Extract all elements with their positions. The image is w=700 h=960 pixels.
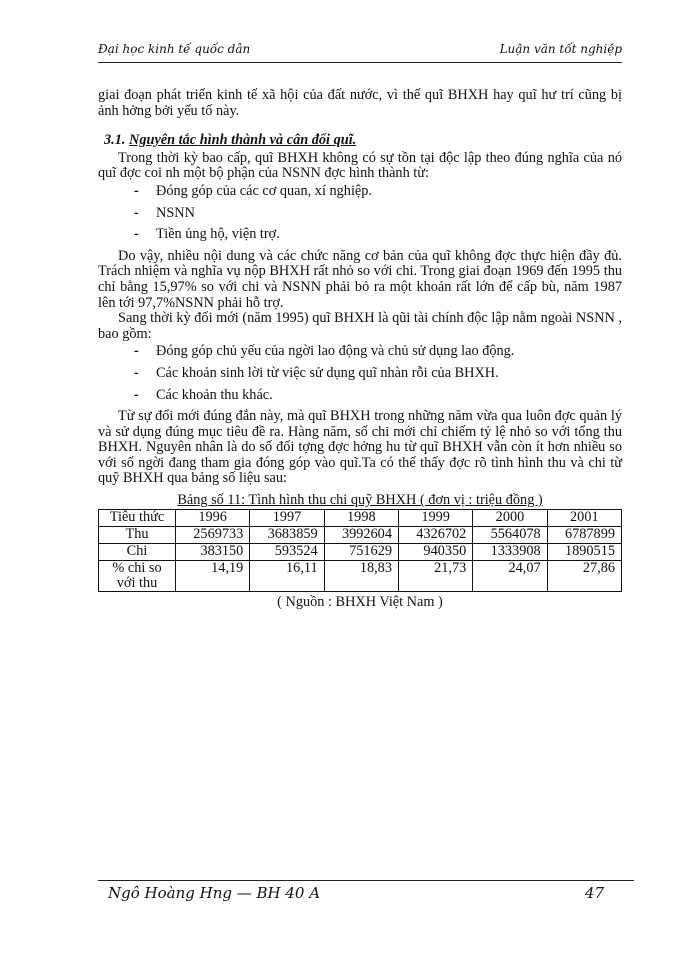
header-thesis-label: Luận văn tốt nghiệp xyxy=(499,42,622,56)
column-header: 2001 xyxy=(547,509,621,526)
paragraph-1: Trong thời kỳ bao cấp, quĩ BHXH không có sự tồn tại độc lập theo đúng nghĩa của nó quĩ đợc coi nh một bộ phận của NSNN đợc hình thành từ: xyxy=(98,149,622,182)
table-cell: 14,19 xyxy=(176,560,250,591)
footer-divider xyxy=(98,880,634,881)
header-divider xyxy=(98,62,622,63)
funding-sources-list-2 xyxy=(98,344,622,403)
paragraph-2: Do vậy, nhiều nội dung và các chức năng cơ bản của quĩ không đợc thực hiện đầy đủ. Trách nhiệm và nghĩa vụ nộp BHXH rất nhỏ so với chi. Trong giai đoạn 1969 đến 1995 thu chỉ bằng 15,97% so với chi và NSNN phải bỏ ra một khoản rất lớn để cấp bù, năm 1987 lên tới 97,7%NSNN phải hỗ trợ. xyxy=(98,247,622,311)
table-cell: 940350 xyxy=(398,543,472,560)
table-row xyxy=(99,526,622,543)
funding-sources-list-1 xyxy=(98,184,622,243)
table-cell: 18,83 xyxy=(324,560,398,591)
column-header: 1996 xyxy=(176,509,250,526)
list-item: - Đóng góp của các cơ quan, xí nghiệp. xyxy=(156,184,622,200)
table-cell: 6787899 xyxy=(547,526,621,543)
table-cell: 3992604 xyxy=(324,526,398,543)
page-number: 47 xyxy=(584,884,604,902)
table-row xyxy=(99,543,622,560)
table-cell: 27,86 xyxy=(547,560,621,591)
table-cell: 4326702 xyxy=(398,526,472,543)
table-header-row xyxy=(99,509,622,526)
table-cell: 2569733 xyxy=(176,526,250,543)
column-header: 1998 xyxy=(324,509,398,526)
revenue-expense-table xyxy=(98,509,622,592)
column-header: 1997 xyxy=(250,509,324,526)
table-cell: 383150 xyxy=(176,543,250,560)
table-source: ( Nguồn : BHXH Việt Nam ) xyxy=(277,593,443,610)
row-label: Thu xyxy=(99,526,176,543)
column-header: 1999 xyxy=(398,509,472,526)
header-university: Đại học kinh tế quốc dân xyxy=(98,42,251,56)
table-cell: 24,07 xyxy=(473,560,547,591)
column-header: Tiêu thức xyxy=(99,509,176,526)
list-item: - Tiền ủng hộ, viện trợ. xyxy=(156,227,622,243)
table-caption-text: Bảng số 11: Tình hình thu chi quỹ BHXH ( đơn vị : triệu đồng ) xyxy=(177,492,543,509)
intro-paragraph: giai đoạn phát triển kinh tế xã hội của đất nước, vì thế quĩ BHXH hay quĩ hư trí cũng bị ảnh hởng bởi yếu tố này. xyxy=(98,87,622,119)
list-item: - Đóng góp chủ yếu của ngời lao động và chủ sử dụng lao động. xyxy=(156,344,622,360)
column-header: 2000 xyxy=(473,509,547,526)
table-row xyxy=(99,560,622,591)
page-footer xyxy=(108,884,604,906)
page-header xyxy=(98,42,622,62)
list-item: - Các khoản sinh lời từ việc sử dụng quĩ nhàn rỗi của BHXH. xyxy=(156,366,622,382)
table-cell: 5564078 xyxy=(473,526,547,543)
table-cell: 21,73 xyxy=(398,560,472,591)
paragraph-3: Sang thời kỳ đổi mới (năm 1995) quĩ BHXH là qũi tài chính độc lập nằm ngoài NSNN , bao gồm: xyxy=(98,310,622,342)
table-cell: 1890515 xyxy=(547,543,621,560)
table-cell: 3683859 xyxy=(250,526,324,543)
list-item: - Các khoản thu khác. xyxy=(156,388,622,404)
table-cell: 16,11 xyxy=(250,560,324,591)
table-caption xyxy=(98,493,622,509)
table-cell: 751629 xyxy=(324,543,398,560)
paragraph-4: Từ sự đổi mới đúng đắn này, mà quĩ BHXH trong những năm vừa qua luôn đợc quản lý và sử dụng đúng mục tiêu đề ra. Hàng năm, số chi mới chỉ chiếm tỷ lệ nhỏ so với tổng thu BHXH. Nguyên nhân là do số đối tợng đợc hởng hu từ quĩ BHXH vẫn còn ít hơn nhiều so với số ngời đang tham gia đóng góp vào quĩ.Ta có thể thấy đợc rõ tình hình thu và chi từ quỹ BHXH qua bảng số liệu sau: xyxy=(98,408,622,487)
section-number: 3.1. xyxy=(104,132,126,149)
row-label: % chi so với thu xyxy=(99,560,176,591)
footer-author: Ngô Hoàng Hng — BH 40 A xyxy=(108,884,321,902)
section-heading xyxy=(104,133,622,149)
list-item: - NSNN xyxy=(156,206,622,222)
section-title: Nguyên tắc hình thành và cân đối quĩ. xyxy=(129,132,357,149)
document-body xyxy=(98,88,622,610)
table-cell: 593524 xyxy=(250,543,324,560)
row-label: Chi xyxy=(99,543,176,560)
table-cell: 1333908 xyxy=(473,543,547,560)
